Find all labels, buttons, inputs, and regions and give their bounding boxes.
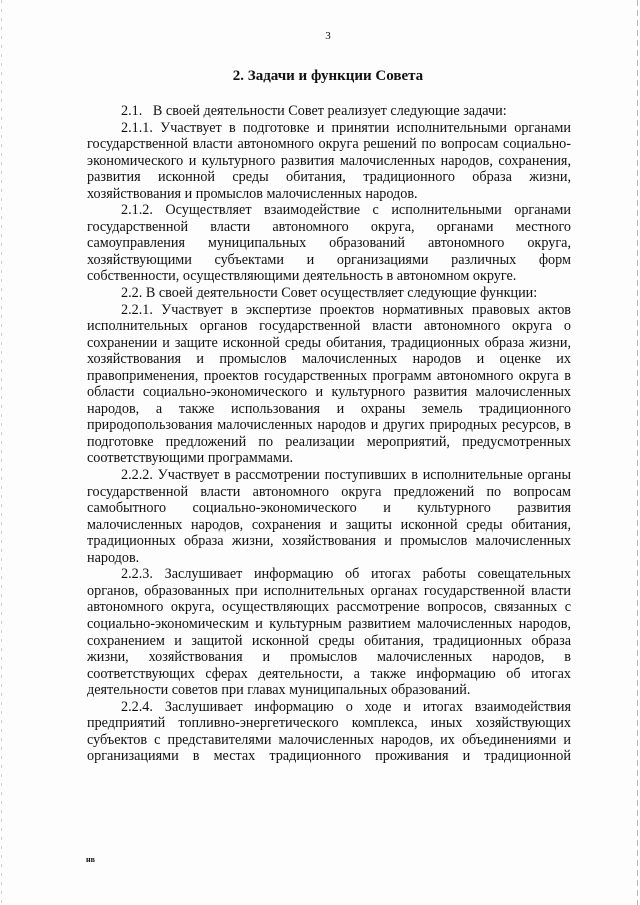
- page-number: 3: [325, 30, 331, 42]
- footer-mark: нв: [86, 855, 95, 864]
- paragraph-2-2-1: 2.2.1. Участвует в экспертизе проектов нормативных правовых актов исполнительных органов государственной власти автономного округа о сохранении и защите исконной среды обитания, традиционных образа жизни, хозяйствования и промыслов малочисленных народов и оценке их правоприменения, проектов государственных программ автономного округа в области социально-экономического и культурного развития малочисленных народов, а также использования и охраны земель традиционного природопользования малочисленных народов и других природных ресурсов, в подготовке предложений по реализации мероприятий, предусмотренных соответствующими программами.: [87, 301, 571, 467]
- paragraph-2-2-2: 2.2.2. Участвует в рассмотрении поступивших в исполнительные органы государственной власти автономного округа предложений по вопросам самобытного социально-экономического и культурного развития малочисленных народов, сохранения и защиты исконной среды обитания, традиционных образа жизни, хозяйствования и промыслов малочисленных народов.: [87, 467, 571, 566]
- paragraph-2-1-2: 2.1.2. Осуществляет взаимодействие с исполнительными органами государственной власти автономного округа, органами местного самоуправления муниципальных образований автономного округа, хозяйствующими субъектами и организациями различных форм собственности, осуществляющими деятельность в автономном округе.: [87, 202, 571, 285]
- paragraph-2-2-3: 2.2.3. Заслушивает информацию об итогах работы совещательных органов, образованных при исполнительных органах государственной власти автономного округа, осуществляющих рассмотрение вопросов, связанных с социально-экономическим и культурным развитием малочисленных народов, сохранением и защитой исконной среды обитания, традиционных образа жизни, хозяйствования и промыслов малочисленных народов, в соответствующих сферах деятельности, а также информацию об итогах деятельности советов при главах муниципальных образований.: [87, 566, 571, 699]
- paragraph-2-2-4: 2.2.4. Заслушивает информацию о ходе и итогах взаимодействия предприятий топливно-энергетического комплекса, иных хозяйствующих субъектов с представителями малочисленных народов, их объединениями и организациями в местах традиционного проживания и традиционной: [87, 698, 571, 765]
- paragraph-2-1: 2.1. В своей деятельности Совет реализует следующие задачи:: [121, 103, 507, 119]
- document-body: [87, 103, 571, 765]
- scan-edge-left: [1, 0, 2, 905]
- scan-edge-right: [637, 0, 638, 905]
- paragraph-2-2: 2.2. В своей деятельности Совет осуществляет следующие функции:: [121, 285, 538, 302]
- paragraph-2-1-1: 2.1.1. Участвует в подготовке и принятии исполнительными органами государственной власти автономного округа решений по вопросам социально-экономического и культурного развития малочисленных народов, сохранения, развития исконной среды обитания, традиционного образа жизни, хозяйствования и промыслов малочисленных народов.: [87, 119, 571, 202]
- section-heading: 2. Задачи и функции Совета: [232, 68, 424, 84]
